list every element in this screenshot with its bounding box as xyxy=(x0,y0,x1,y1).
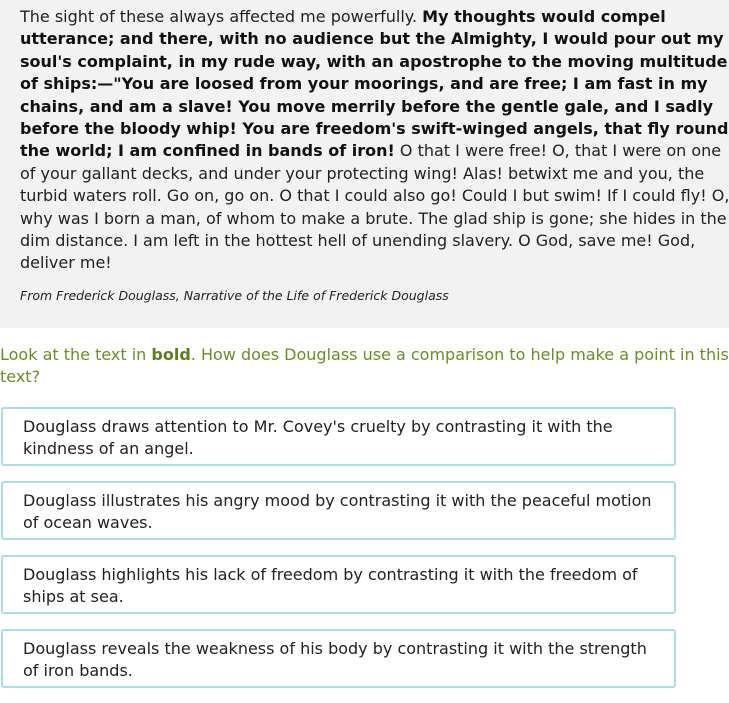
question-prompt xyxy=(0,344,729,388)
answer-choice-3[interactable]: Douglass highlights his lack of freedom by contrasting it with the freedom of ships at sea. xyxy=(1,555,676,614)
answer-choice-4[interactable]: Douglass reveals the weakness of his body by contrasting it with the strength of iron bands. xyxy=(1,629,676,688)
passage-text xyxy=(20,6,729,275)
passage-box xyxy=(0,0,729,328)
passage-rest: O that I were free! O, that I were on one of your gallant decks, and under your protecting wing! Alas! betwixt me and you, the turbid waters roll. Go on, go on. O that I could also go! Could I but swim! If I could fly! O, why was I born a man, of whom to make a brute. The glad ship is gone; she hides in the dim distance. I am left in the hottest hell of unending slavery. O God, save me! God, deliver me! xyxy=(20,141,729,273)
passage-intro: The sight of these always affected me powerfully. xyxy=(20,7,423,26)
question-prompt-bold: bold xyxy=(151,345,191,364)
passage-citation: From Frederick Douglass, Narrative of the Life of Frederick Douglass xyxy=(20,287,449,303)
answer-choice-1[interactable]: Douglass draws attention to Mr. Covey's cruelty by contrasting it with the kindness of an angel. xyxy=(1,407,676,466)
passage-bold-text: My thoughts would compel utterance; and there, with no audience but the Almighty, I would pour out my soul's complaint, in my rude way, with an apostrophe to the moving multitude of ships:—"You are loosed from your moorings, and are free; I am fast in my chains, and am a slave! You move merrily before the gentle gale, and I sadly before the bloody whip! You are freedom's swift-winged angels, that fly round the world; I am confined in bands of iron! xyxy=(20,7,729,161)
question-prompt-start: Look at the text in xyxy=(0,345,152,364)
answer-choice-2[interactable]: Douglass illustrates his angry mood by contrasting it with the peaceful motion of ocean waves. xyxy=(1,481,676,540)
question-prompt-end: . How does Douglass use a comparison to help make a point in this text? xyxy=(0,345,729,386)
answer-choices xyxy=(1,407,676,703)
